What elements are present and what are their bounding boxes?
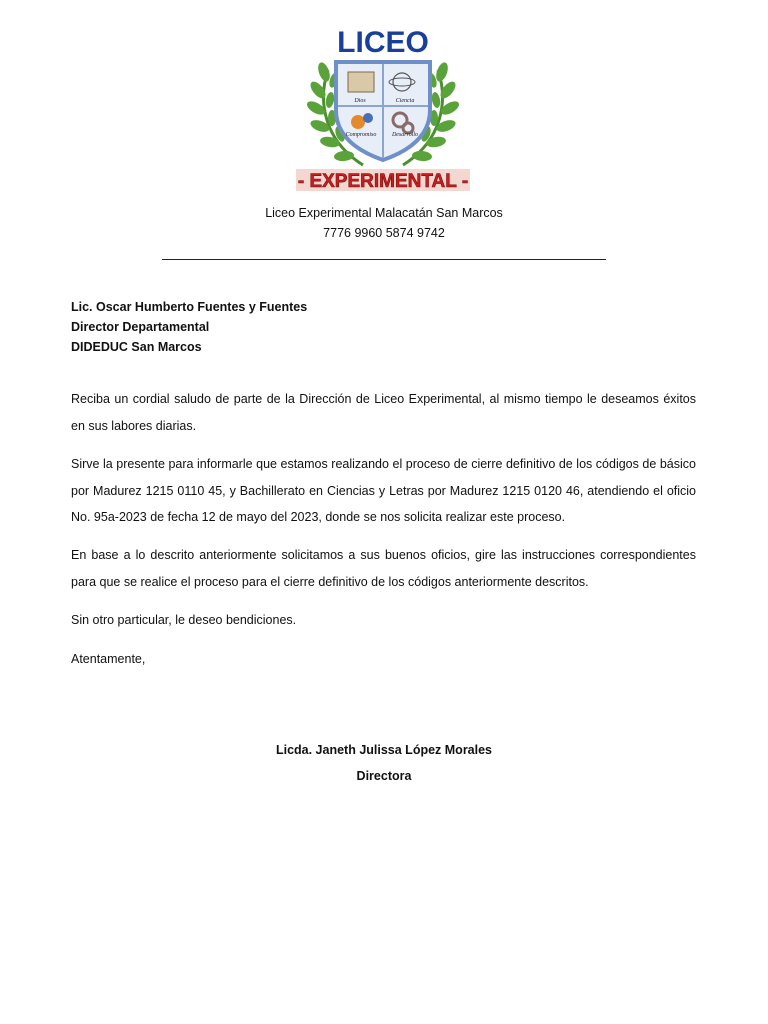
closing-text: Atentamente, <box>71 652 146 666</box>
body-paragraph-purpose: Sirve la presente para informarle que estamos realizando el proceso de cierre definitivo de los códigos de básico por Madurez 1215 0110 45, y Bachillerato en Ciencias y Letras por Madurez 1215 0120 46, atendiendo el oficio No. 95a-2023 de fecha 12 de mayo del 2023, donde se nos solicita realizar este proceso. <box>71 457 696 524</box>
recipient-block <box>71 297 307 357</box>
header-divider <box>162 259 606 260</box>
phone-numbers: 7776 9960 5874 9742 <box>323 226 445 240</box>
quadrant-label: Ciencia <box>395 98 415 104</box>
logo-title: LICEO <box>337 26 429 59</box>
shield-icon <box>336 62 430 160</box>
quadrant-label: Desarrollo <box>391 132 419 138</box>
logo-banner <box>296 169 470 192</box>
quadrant-label: Dios <box>354 98 366 104</box>
recipient-office: DIDEDUC San Marcos <box>71 340 202 354</box>
signer-title: Directora <box>356 769 412 783</box>
institution-name: Liceo Experimental Malacatán San Marcos <box>265 206 503 220</box>
signature-block <box>0 737 768 789</box>
signer-name: Licda. Janeth Julissa López Morales <box>275 743 493 757</box>
body-paragraph-farewell: Sin otro particular, le deseo bendiciones. <box>71 613 297 627</box>
logo-banner-text: - EXPERIMENTAL - <box>297 171 469 192</box>
body-paragraph-request: En base a lo descrito anteriormente solicitamos a sus buenos oficios, gire las instrucciones correspondientes para que se realice el proceso para el cierre definitivo de los códigos anteriormente descritos. <box>71 548 696 589</box>
school-logo <box>288 10 478 195</box>
body-paragraph-greeting: Reciba un cordial saludo de parte de la Dirección de Liceo Experimental, al mismo tiempo le deseamos éxitos en sus labores diarias. <box>71 392 696 433</box>
quadrant-label: Compromiso <box>345 132 377 138</box>
recipient-position: Director Departamental <box>71 320 210 334</box>
recipient-name: Lic. Oscar Humberto Fuentes y Fuentes <box>71 300 308 314</box>
